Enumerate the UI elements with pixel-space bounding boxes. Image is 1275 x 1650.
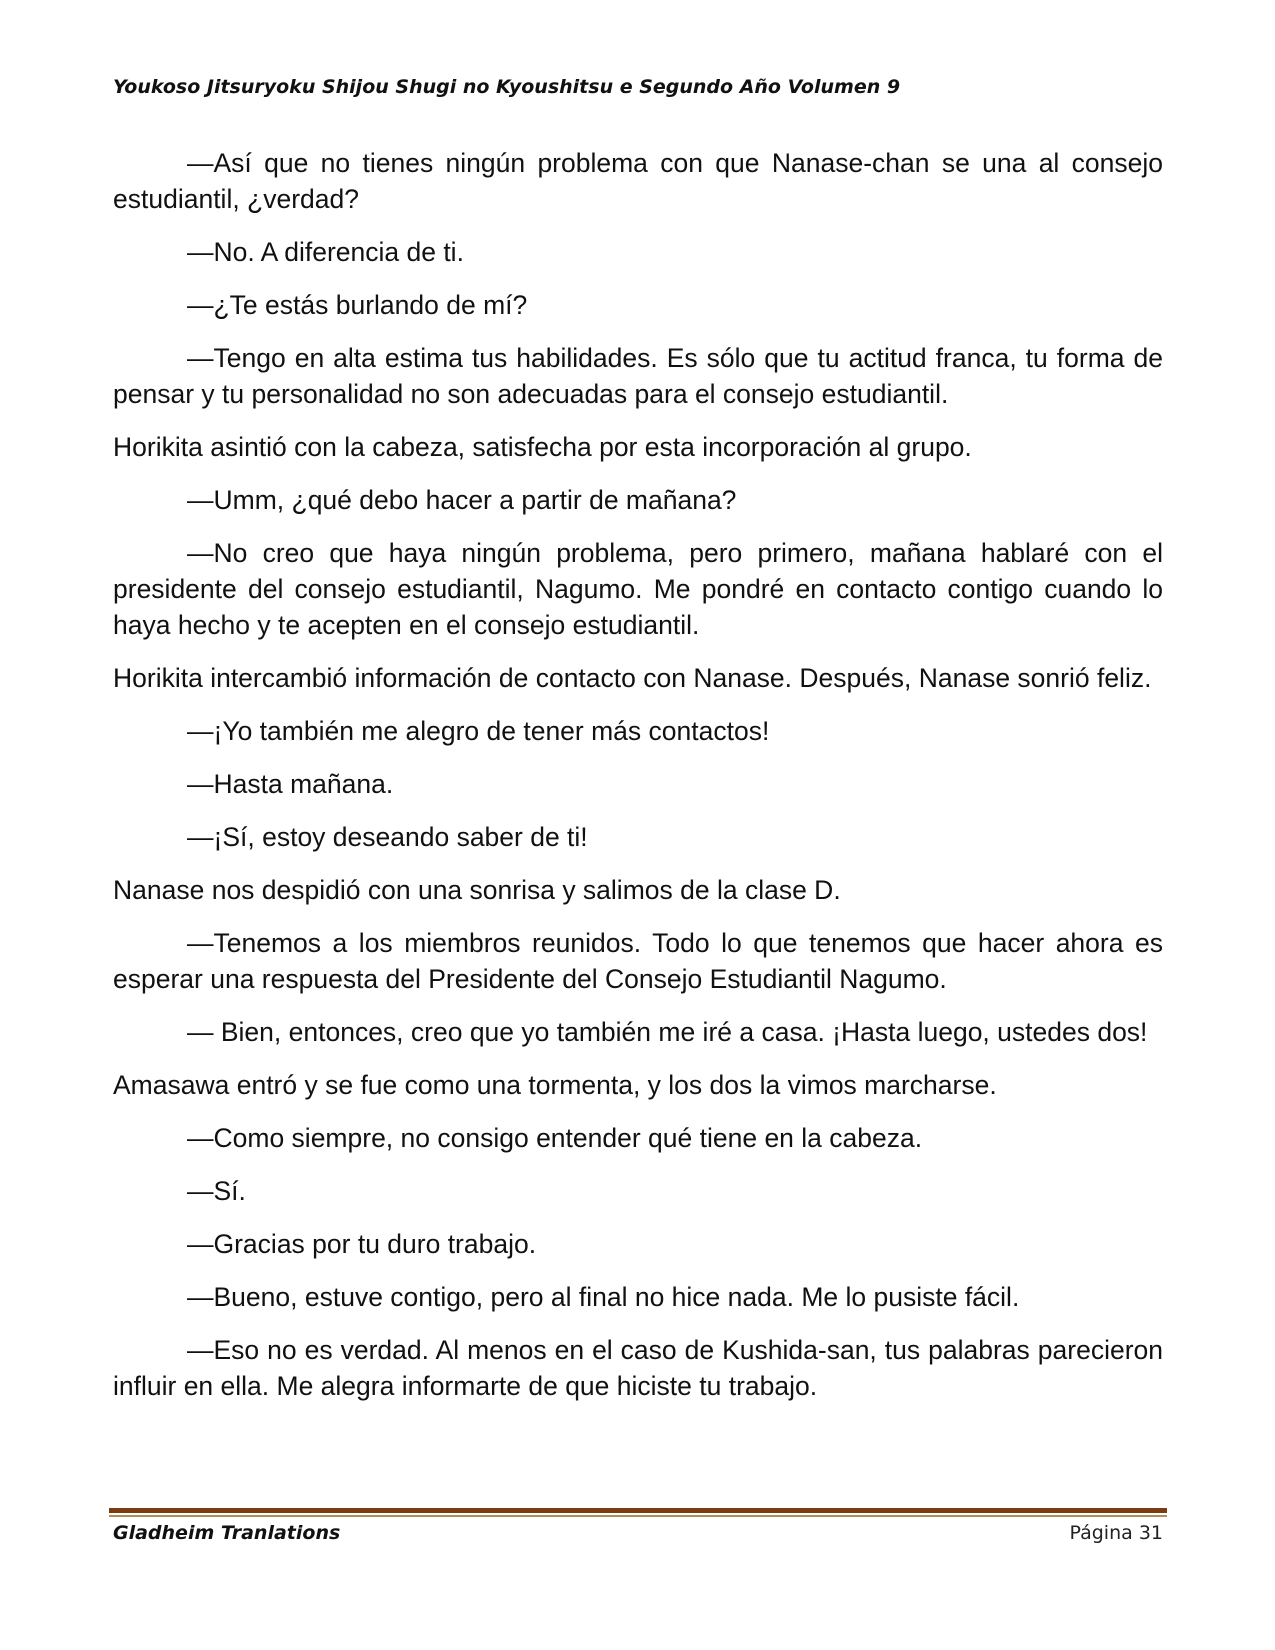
body-text — [113, 145, 1163, 1421]
paragraph: —¡Yo también me alegro de tener más contactos! — [187, 716, 770, 746]
paragraph: —Umm, ¿qué debo hacer a partir de mañana? — [187, 485, 737, 515]
page-label: Página — [1069, 1522, 1133, 1544]
paragraph: —Tenemos a los miembros reunidos. Todo lo que tenemos que hacer ahora es esperar una respuesta del Presidente del Consejo Estudiantil Nagumo. — [113, 928, 1163, 994]
paragraph: —Eso no es verdad. Al menos en el caso de Kushida-san, tus palabras parecieron influir en ella. Me alegra informarte de que hiciste tu trabajo. — [113, 1335, 1163, 1401]
paragraph: Nanase nos despidió con una sonrisa y salimos de la clase D. — [113, 875, 841, 905]
paragraph: —Hasta mañana. — [187, 769, 394, 799]
page-number-block — [1069, 1522, 1163, 1544]
paragraph: — Bien, entonces, creo que yo también me iré a casa. ¡Hasta luego, ustedes dos! — [187, 1017, 1148, 1047]
paragraph: —Bueno, estuve contigo, pero al final no hice nada. Me lo pusiste fácil. — [187, 1282, 1020, 1312]
paragraph: —¡Sí, estoy deseando saber de ti! — [187, 822, 588, 852]
footer-publisher: Gladheim Tranlations — [113, 1522, 341, 1544]
paragraph: —Sí. — [187, 1176, 246, 1206]
paragraph: —¿Te estás burlando de mí? — [187, 290, 528, 320]
running-header: Youkoso Jitsuryoku Shijou Shugi no Kyoushitsu e Segundo Año Volumen 9 — [113, 76, 901, 98]
page-number: 31 — [1138, 1522, 1163, 1544]
paragraph: —Como siempre, no consigo entender qué tiene en la cabeza. — [187, 1123, 923, 1153]
paragraph: Amasawa entró y se fue como una tormenta, y los dos la vimos marcharse. — [113, 1070, 997, 1100]
footer-rule — [109, 1508, 1167, 1513]
paragraph: —Tengo en alta estima tus habilidades. Es sólo que tu actitud franca, tu forma de pensar y tu personalidad no son adecuadas para el consejo estudiantil. — [113, 343, 1163, 409]
paragraph: Horikita asintió con la cabeza, satisfecha por esta incorporación al grupo. — [113, 432, 972, 462]
paragraph: —No. A diferencia de ti. — [187, 237, 464, 267]
footer-rule-thin — [109, 1515, 1167, 1517]
paragraph: —No creo que haya ningún problema, pero primero, mañana hablaré con el presidente del consejo estudiantil, Nagumo. Me pondré en contacto contigo cuando lo haya hecho y te acepten en el consejo estudiantil. — [113, 538, 1163, 640]
paragraph: —Así que no tienes ningún problema con que Nanase-chan se una al consejo estudiantil, ¿verdad? — [113, 148, 1163, 214]
paragraph: Horikita intercambió información de contacto con Nanase. Después, Nanase sonrió feliz. — [113, 663, 1152, 693]
paragraph: —Gracias por tu duro trabajo. — [187, 1229, 537, 1259]
